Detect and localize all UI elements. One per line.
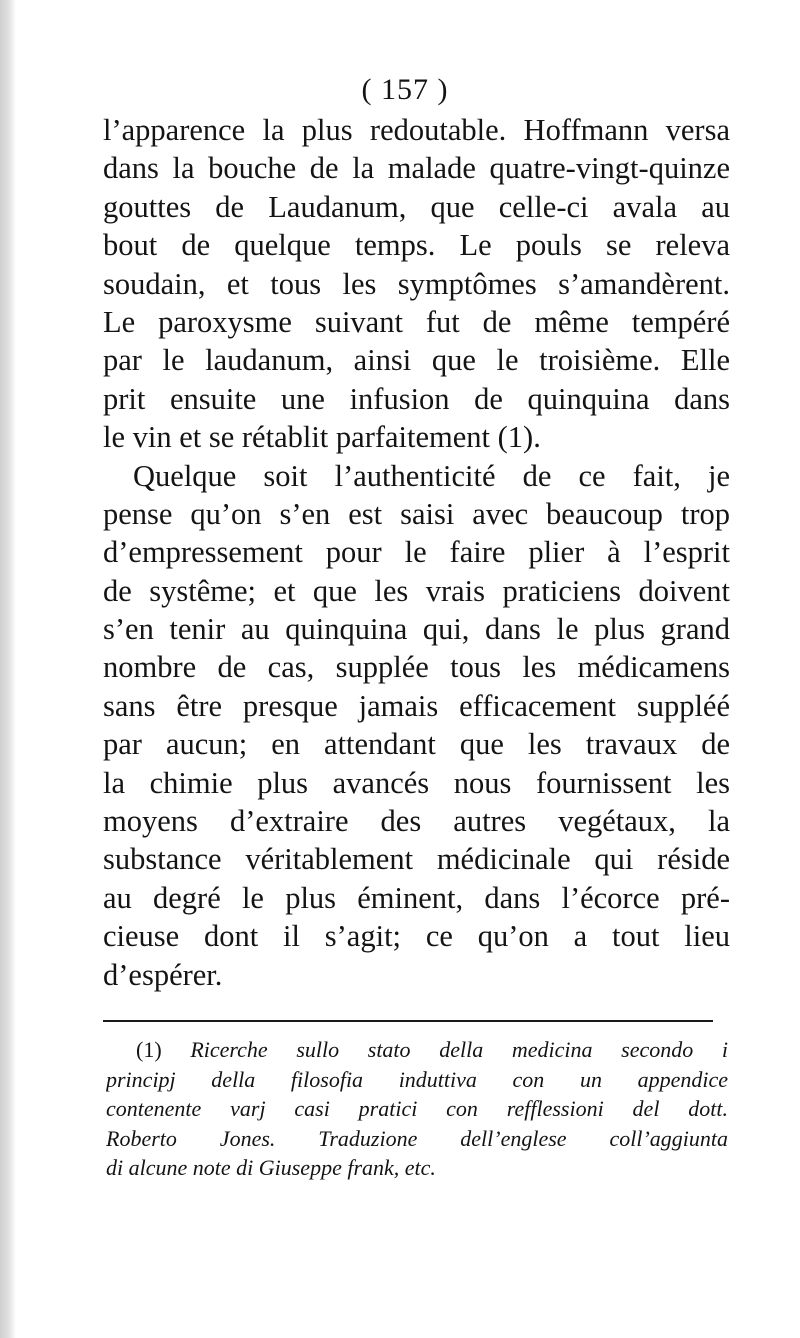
text-line: soudain, et tous les symptômes s’amandèrent.: [103, 266, 730, 301]
text-line: par aucun; en attendant que les travaux de: [103, 727, 730, 762]
text-line: bout de quelque temps. Le pouls se releva: [103, 228, 730, 263]
text-line: prit ensuite une infusion de quinquina dans: [103, 381, 730, 416]
text-line: dans la bouche de la malade quatre-vingt-quinze: [103, 151, 730, 186]
paragraph-1: [103, 111, 730, 457]
footnote-line: di alcune note di Giuseppe frank, etc.: [106, 1155, 436, 1180]
text-line: nombre de cas, supplée tous les médicamens: [103, 650, 730, 685]
footnote-line: contenente varj casi pratici con refflessioni del dott.: [106, 1096, 728, 1121]
text-line: par le laudanum, ainsi que le troisième. Elle: [103, 343, 730, 378]
footnote-line: Roberto Jones. Traduzione dell’englese coll’aggiunta: [106, 1125, 728, 1151]
text-line: de systême; et que les vrais praticiens doivent: [103, 573, 730, 608]
text-line: substance véritablement médicinale qui réside: [103, 842, 730, 877]
footnote-line: principj della filosofia induttiva con un appendice: [106, 1066, 728, 1092]
text-line: s’en tenir au quinquina qui, dans le plus grand: [103, 612, 730, 647]
text-line: sans être presque jamais efficacement suppléé: [103, 688, 730, 723]
text-line: gouttes de Laudanum, que celle-ci avala au: [103, 189, 730, 224]
text-line: la chimie plus avancés nous fournissent les: [103, 765, 730, 800]
footnote-divider: [103, 1020, 713, 1022]
body-text: [103, 111, 730, 994]
text-line: le vin et se rétablit parfaitement (1).: [103, 420, 541, 455]
page-number: ( 157 ): [361, 73, 449, 106]
footnote-text: Ricerche sullo stato della medicina secondo i: [190, 1037, 728, 1062]
text-line: moyens d’extraire des autres vegétaux, la: [103, 804, 730, 839]
text-line: Le paroxysme suivant fut de même tempéré: [103, 304, 730, 339]
paragraph-2: [103, 457, 730, 994]
text-line: d’espérer.: [103, 957, 223, 992]
footnote-marker: (1): [136, 1037, 162, 1062]
text-line: l’apparence la plus redoutable. Hoffmann versa: [103, 113, 730, 147]
footnote: [106, 1035, 728, 1183]
text-line: cieuse dont il s’agit; ce qu’on a tout lieu: [103, 919, 730, 954]
footnote-line: [106, 1035, 728, 1065]
text-line: pense qu’on s’en est saisi avec beaucoup trop: [103, 496, 730, 531]
text-line: Quelque soit l’authenticité de ce fait, je: [133, 458, 730, 493]
text-line: au degré le plus éminent, dans l’écorce pré-: [103, 880, 730, 915]
text-line: d’empressement pour le faire plier à l’esprit: [103, 535, 730, 570]
